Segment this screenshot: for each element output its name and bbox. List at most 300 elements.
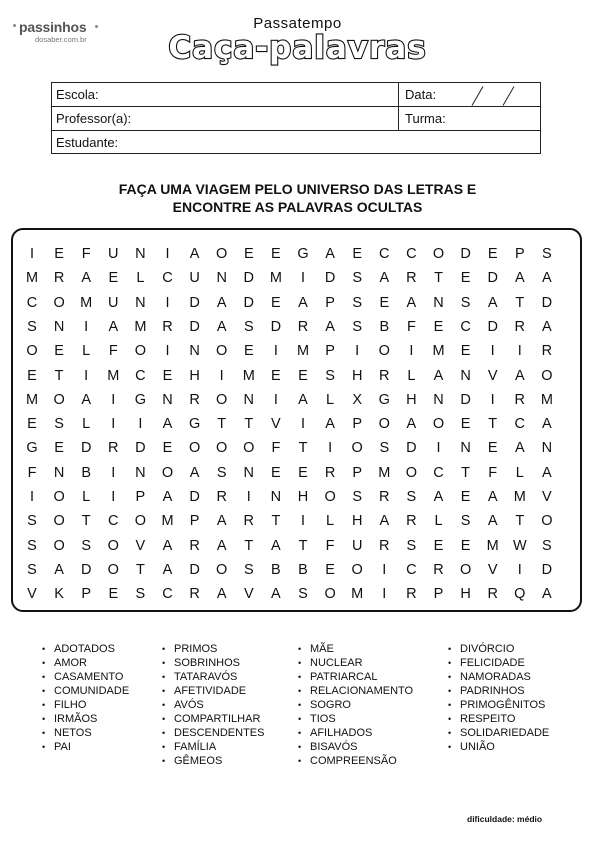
grid-letter[interactable]: S [54, 416, 64, 433]
grid-letter[interactable]: E [243, 343, 254, 360]
grid-letter[interactable]: G [188, 416, 201, 433]
grid-letter[interactable]: O [378, 416, 390, 433]
grid-letter[interactable]: P [325, 294, 335, 311]
grid-letter[interactable]: N [433, 391, 444, 408]
grid-letter[interactable]: O [53, 537, 65, 554]
grid-letter[interactable]: M [134, 318, 147, 335]
grid-letter[interactable]: N [162, 391, 173, 408]
grid-letter[interactable]: E [162, 440, 173, 457]
grid-letter[interactable]: U [108, 246, 119, 262]
grid-letter[interactable]: C [379, 246, 390, 262]
grid-letter[interactable]: O [161, 464, 174, 481]
grid-letter[interactable]: P [325, 343, 335, 360]
grid-letter[interactable]: M [25, 270, 39, 287]
grid-letter[interactable]: N [433, 294, 444, 311]
grid-letter[interactable]: P [135, 489, 146, 505]
grid-letter[interactable]: L [407, 367, 416, 384]
grid-letter[interactable]: T [488, 416, 498, 433]
grid-letter[interactable]: A [514, 440, 525, 457]
grid-letter[interactable]: E [487, 440, 498, 457]
grid-letter[interactable]: S [352, 270, 363, 287]
grid-letter[interactable]: A [514, 270, 525, 287]
grid-letter[interactable]: E [352, 246, 363, 262]
grid-letter[interactable]: H [351, 367, 363, 384]
grid-letter[interactable]: C [460, 318, 471, 335]
grid-letter[interactable]: T [298, 440, 308, 457]
grid-letter[interactable]: O [216, 440, 228, 457]
grid-letter[interactable]: I [111, 391, 116, 408]
grid-letter[interactable]: I [165, 343, 170, 360]
grid-letter[interactable]: S [27, 318, 37, 335]
grid-letter[interactable]: S [216, 464, 227, 481]
class-field[interactable]: Turma: [405, 111, 446, 126]
grid-letter[interactable]: E [460, 537, 471, 554]
grid-letter[interactable]: H [460, 586, 471, 603]
grid-letter[interactable]: T [54, 367, 64, 384]
grid-letter[interactable]: I [355, 343, 360, 360]
grid-letter[interactable]: L [515, 464, 524, 481]
grid-letter[interactable]: N [243, 464, 255, 481]
grid-letter[interactable]: A [54, 561, 64, 578]
grid-letter[interactable]: I [382, 561, 387, 578]
grid-letter[interactable]: R [108, 440, 119, 457]
grid-letter[interactable]: T [434, 270, 443, 287]
grid-letter[interactable]: D [189, 294, 200, 311]
grid-letter[interactable]: O [53, 489, 65, 505]
grid-letter[interactable]: E [325, 561, 335, 578]
grid-letter[interactable]: N [135, 464, 146, 481]
grid-letter[interactable]: T [515, 294, 525, 311]
grid-letter[interactable]: E [271, 464, 281, 481]
grid-letter[interactable]: B [379, 318, 390, 335]
grid-letter[interactable]: R [514, 318, 526, 335]
grid-letter[interactable]: E [433, 537, 444, 554]
grid-letter[interactable]: I [300, 416, 306, 433]
grid-letter[interactable]: P [433, 586, 444, 603]
grid-letter[interactable]: R [243, 513, 255, 530]
grid-letter[interactable]: A [81, 270, 92, 287]
grid-letter[interactable]: A [542, 416, 552, 433]
grid-letter[interactable]: O [107, 537, 119, 554]
grid-letter[interactable]: A [216, 586, 227, 603]
grid-letter[interactable]: A [216, 294, 227, 311]
grid-letter[interactable]: S [460, 294, 471, 311]
grid-letter[interactable]: S [542, 537, 552, 554]
grid-letter[interactable]: I [165, 246, 170, 262]
grid-letter[interactable]: M [161, 513, 174, 530]
grid-letter[interactable]: E [271, 367, 281, 384]
grid-letter[interactable]: P [352, 416, 363, 433]
grid-letter[interactable]: O [134, 513, 147, 530]
grid-letter[interactable]: L [82, 489, 91, 505]
grid-letter[interactable]: S [352, 318, 363, 335]
grid-letter[interactable]: O [243, 440, 255, 457]
grid-letter[interactable]: A [162, 489, 173, 505]
grid-letter[interactable]: A [542, 586, 552, 603]
grid-letter[interactable]: O [188, 440, 201, 457]
grid-letter[interactable]: R [216, 489, 227, 505]
grid-letter[interactable]: O [459, 561, 472, 578]
grid-letter[interactable]: S [352, 294, 363, 311]
date-field[interactable]: Data: [405, 87, 437, 102]
grid-letter[interactable]: M [513, 489, 526, 505]
grid-letter[interactable]: E [460, 343, 471, 360]
grid-letter[interactable]: E [487, 246, 498, 262]
grid-letter[interactable]: G [26, 440, 38, 457]
grid-letter[interactable]: V [135, 537, 146, 554]
grid-letter[interactable]: A [189, 246, 200, 262]
grid-letter[interactable]: M [432, 343, 445, 360]
grid-letter[interactable]: A [216, 537, 227, 554]
grid-letter[interactable]: I [84, 318, 89, 335]
grid-letter[interactable]: M [107, 367, 120, 384]
grid-letter[interactable]: I [300, 513, 306, 530]
grid-letter[interactable]: S [460, 513, 471, 530]
grid-letter[interactable]: I [409, 343, 414, 360]
grid-letter[interactable]: A [487, 513, 498, 530]
grid-letter[interactable]: L [434, 513, 443, 530]
grid-letter[interactable]: W [512, 537, 527, 554]
grid-letter[interactable]: A [325, 416, 335, 433]
grid-letter[interactable]: R [379, 537, 390, 554]
grid-letter[interactable]: B [271, 561, 281, 578]
grid-letter[interactable]: P [514, 246, 525, 262]
grid-letter[interactable]: D [189, 561, 200, 578]
grid-letter[interactable]: I [490, 391, 495, 408]
grid-letter[interactable]: A [108, 318, 119, 335]
grid-letter[interactable]: T [515, 513, 525, 530]
grid-letter[interactable]: D [541, 561, 553, 578]
grid-letter[interactable]: E [243, 246, 254, 262]
grid-letter[interactable]: A [271, 586, 281, 603]
grid-letter[interactable]: O [432, 246, 445, 262]
grid-letter[interactable]: G [297, 246, 309, 262]
grid-letter[interactable]: I [517, 343, 522, 360]
grid-letter[interactable]: D [541, 294, 553, 311]
grid-letter[interactable]: A [298, 391, 308, 408]
grid-letter[interactable]: S [81, 537, 92, 554]
grid-letter[interactable]: I [111, 416, 116, 433]
grid-letter[interactable]: N [135, 246, 146, 262]
grid-letter[interactable]: E [379, 294, 390, 311]
grid-letter[interactable]: R [406, 270, 417, 287]
grid-letter[interactable]: F [325, 537, 335, 554]
grid-letter[interactable]: D [270, 318, 282, 335]
grid-letter[interactable]: T [461, 464, 471, 481]
grid-letter[interactable]: O [405, 464, 418, 481]
grid-letter[interactable]: C [108, 513, 119, 530]
grid-letter[interactable]: S [325, 367, 335, 384]
grid-letter[interactable]: C [26, 294, 38, 311]
grid-letter[interactable]: C [433, 464, 444, 481]
grid-letter[interactable]: Q [514, 586, 526, 603]
school-field[interactable]: Escola: [56, 87, 99, 102]
grid-letter[interactable]: R [487, 586, 498, 603]
grid-letter[interactable]: A [325, 318, 335, 335]
grid-letter[interactable]: I [273, 343, 278, 360]
grid-letter[interactable]: R [324, 464, 336, 481]
grid-letter[interactable]: O [53, 294, 65, 311]
grid-letter[interactable]: T [298, 537, 308, 554]
grid-letter[interactable]: I [490, 343, 495, 360]
grid-letter[interactable]: N [460, 440, 471, 457]
grid-letter[interactable]: A [216, 513, 227, 530]
grid-letter[interactable]: V [243, 586, 254, 603]
grid-letter[interactable]: O [351, 561, 363, 578]
grid-letter[interactable]: D [80, 561, 92, 578]
grid-letter[interactable]: U [189, 270, 200, 287]
grid-letter[interactable]: N [216, 270, 227, 287]
grid-letter[interactable]: K [54, 586, 64, 603]
grid-letter[interactable]: F [81, 246, 91, 262]
grid-letter[interactable]: R [406, 513, 417, 530]
grid-letter[interactable]: F [27, 464, 37, 481]
grid-letter[interactable]: S [298, 586, 308, 603]
grid-letter[interactable]: A [542, 270, 552, 287]
grid-letter[interactable]: A [81, 391, 92, 408]
grid-letter[interactable]: S [243, 561, 254, 578]
grid-letter[interactable]: C [406, 246, 417, 262]
grid-letter[interactable]: O [324, 586, 336, 603]
grid-letter[interactable]: S [352, 489, 363, 505]
grid-letter[interactable]: R [433, 561, 444, 578]
grid-letter[interactable]: D [189, 318, 200, 335]
grid-letter[interactable]: B [298, 561, 308, 578]
grid-letter[interactable]: D [243, 270, 255, 287]
grid-letter[interactable]: O [216, 561, 228, 578]
grid-letter[interactable]: A [487, 294, 498, 311]
grid-letter[interactable]: S [406, 489, 417, 505]
grid-letter[interactable]: A [406, 416, 417, 433]
grid-letter[interactable]: M [269, 270, 282, 287]
grid-letter[interactable]: A [162, 561, 173, 578]
grid-letter[interactable]: A [379, 513, 390, 530]
grid-letter[interactable]: S [27, 561, 37, 578]
grid-letter[interactable]: M [25, 391, 39, 408]
grid-letter[interactable]: T [217, 416, 227, 433]
grid-letter[interactable]: E [271, 294, 281, 311]
grid-letter[interactable]: D [135, 440, 146, 457]
grid-letter[interactable]: D [460, 391, 471, 408]
grid-letter[interactable]: T [135, 561, 145, 578]
grid-letter[interactable]: A [162, 537, 173, 554]
grid-letter[interactable]: H [351, 513, 363, 530]
grid-letter[interactable]: S [542, 246, 552, 262]
grid-letter[interactable]: E [433, 318, 444, 335]
grid-letter[interactable]: S [243, 318, 254, 335]
grid-letter[interactable]: N [460, 367, 471, 384]
grid-letter[interactable]: I [300, 270, 306, 287]
grid-letter[interactable]: I [84, 367, 89, 384]
grid-letter[interactable]: G [134, 391, 147, 408]
grid-letter[interactable]: E [298, 367, 308, 384]
grid-letter[interactable]: A [189, 464, 200, 481]
grid-letter[interactable]: S [379, 440, 390, 457]
grid-letter[interactable]: L [82, 416, 91, 433]
grid-letter[interactable]: E [298, 464, 308, 481]
grid-letter[interactable]: N [243, 391, 255, 408]
grid-letter[interactable]: U [108, 294, 119, 311]
grid-letter[interactable]: N [53, 464, 65, 481]
grid-letter[interactable]: S [406, 537, 417, 554]
grid-letter[interactable]: H [297, 489, 309, 505]
grid-letter[interactable]: S [27, 537, 37, 554]
grid-letter[interactable]: E [460, 416, 471, 433]
grid-letter[interactable]: I [273, 391, 278, 408]
grid-letter[interactable]: R [162, 318, 173, 335]
grid-letter[interactable]: E [108, 586, 119, 603]
grid-letter[interactable]: M [540, 391, 553, 408]
grid-letter[interactable]: T [271, 513, 281, 530]
grid-letter[interactable]: E [108, 270, 119, 287]
grid-letter[interactable]: M [486, 537, 499, 554]
grid-letter[interactable]: S [27, 513, 37, 530]
grid-letter[interactable]: O [541, 513, 553, 530]
grid-letter[interactable]: N [53, 318, 65, 335]
grid-letter[interactable]: V [542, 489, 552, 505]
grid-letter[interactable]: E [460, 270, 471, 287]
grid-letter[interactable]: M [351, 586, 364, 603]
grid-letter[interactable]: M [242, 367, 255, 384]
grid-letter[interactable]: I [517, 561, 522, 578]
grid-letter[interactable]: N [135, 294, 146, 311]
grid-letter[interactable]: E [54, 246, 64, 262]
grid-letter[interactable]: A [298, 294, 308, 311]
grid-letter[interactable]: O [351, 440, 363, 457]
grid-letter[interactable]: A [325, 246, 335, 262]
grid-letter[interactable]: O [53, 513, 65, 530]
grid-letter[interactable]: A [406, 294, 417, 311]
grid-letter[interactable]: R [189, 586, 200, 603]
grid-letter[interactable]: M [296, 343, 310, 360]
grid-letter[interactable]: V [27, 586, 37, 603]
grid-letter[interactable]: E [460, 489, 471, 505]
grid-letter[interactable]: C [514, 416, 526, 433]
grid-letter[interactable]: B [81, 464, 92, 481]
teacher-field[interactable]: Professor(a): [56, 111, 132, 126]
grid-letter[interactable]: R [297, 318, 309, 335]
student-field[interactable]: Estudante: [56, 135, 119, 150]
grid-letter[interactable]: I [382, 586, 387, 603]
grid-letter[interactable]: O [26, 343, 38, 360]
grid-letter[interactable]: L [136, 270, 145, 287]
grid-letter[interactable]: G [378, 391, 390, 408]
grid-letter[interactable]: F [108, 343, 118, 360]
grid-letter[interactable]: A [514, 367, 525, 384]
grid-letter[interactable]: A [487, 489, 498, 505]
grid-letter[interactable]: I [111, 464, 116, 481]
grid-letter[interactable]: T [244, 416, 254, 433]
grid-letter[interactable]: V [487, 561, 498, 578]
grid-letter[interactable]: I [165, 294, 170, 311]
grid-letter[interactable]: D [487, 270, 498, 287]
grid-letter[interactable]: C [135, 367, 146, 384]
grid-letter[interactable]: R [406, 586, 417, 603]
grid-letter[interactable]: E [54, 440, 64, 457]
grid-letter[interactable]: F [271, 440, 281, 457]
grid-letter[interactable]: F [488, 464, 498, 481]
grid-letter[interactable]: I [219, 367, 224, 384]
grid-letter[interactable]: A [216, 318, 227, 335]
grid-letter[interactable]: I [29, 489, 35, 505]
grid-letter[interactable]: V [271, 416, 281, 433]
grid-letter[interactable]: R [379, 489, 390, 505]
grid-letter[interactable]: O [216, 391, 228, 408]
grid-letter[interactable]: D [243, 294, 255, 311]
grid-letter[interactable]: L [326, 513, 335, 530]
grid-letter[interactable]: E [54, 343, 64, 360]
grid-letter[interactable]: D [406, 440, 417, 457]
grid-letter[interactable]: X [352, 391, 363, 408]
grid-letter[interactable]: R [514, 391, 526, 408]
grid-letter[interactable]: A [433, 489, 444, 505]
grid-letter[interactable]: D [189, 489, 200, 505]
grid-letter[interactable]: R [379, 367, 390, 384]
grid-letter[interactable]: R [53, 270, 65, 287]
grid-letter[interactable]: N [270, 489, 282, 505]
grid-letter[interactable]: D [487, 318, 498, 335]
grid-letter[interactable]: L [82, 343, 91, 360]
grid-letter[interactable]: C [406, 561, 417, 578]
grid-letter[interactable]: T [244, 537, 254, 554]
grid-letter[interactable]: O [216, 246, 228, 262]
grid-letter[interactable]: A [162, 416, 173, 433]
grid-letter[interactable]: D [324, 270, 336, 287]
grid-letter[interactable]: H [406, 391, 417, 408]
grid-letter[interactable]: I [138, 416, 143, 433]
grid-letter[interactable]: A [271, 537, 281, 554]
grid-letter[interactable]: O [53, 391, 65, 408]
grid-letter[interactable]: C [162, 586, 173, 603]
grid-letter[interactable]: T [81, 513, 91, 530]
grid-letter[interactable]: O [107, 561, 119, 578]
grid-letter[interactable]: E [271, 246, 281, 262]
grid-letter[interactable]: I [111, 489, 116, 505]
grid-letter[interactable]: A [542, 464, 552, 481]
grid-letter[interactable]: E [162, 367, 173, 384]
grid-letter[interactable]: C [162, 270, 173, 287]
grid-letter[interactable]: O [378, 343, 390, 360]
grid-letter[interactable]: E [27, 416, 37, 433]
grid-letter[interactable]: O [324, 489, 336, 505]
grid-letter[interactable]: P [189, 513, 200, 530]
grid-letter[interactable]: I [436, 440, 441, 457]
grid-letter[interactable]: R [189, 537, 200, 554]
grid-letter[interactable]: U [351, 537, 363, 554]
grid-letter[interactable]: O [541, 367, 553, 384]
grid-letter[interactable]: A [379, 270, 390, 287]
grid-letter[interactable]: N [189, 343, 200, 360]
grid-letter[interactable]: P [352, 464, 363, 481]
grid-letter[interactable]: S [135, 586, 146, 603]
grid-letter[interactable]: I [29, 246, 35, 262]
grid-letter[interactable]: E [27, 367, 37, 384]
grid-letter[interactable]: H [189, 367, 200, 384]
grid-letter[interactable]: M [80, 294, 93, 311]
grid-letter[interactable]: I [328, 440, 333, 457]
grid-letter[interactable]: P [81, 586, 92, 603]
grid-letter[interactable]: O [134, 343, 147, 360]
grid-letter[interactable]: A [433, 367, 444, 384]
grid-letter[interactable]: N [541, 440, 553, 457]
grid-letter[interactable]: L [326, 391, 335, 408]
grid-letter[interactable]: D [80, 440, 92, 457]
grid-letter[interactable]: M [378, 464, 391, 481]
grid-letter[interactable]: F [406, 318, 416, 335]
grid-letter[interactable]: V [487, 367, 498, 384]
grid-letter[interactable]: O [216, 343, 228, 360]
grid-letter[interactable]: I [246, 489, 251, 505]
